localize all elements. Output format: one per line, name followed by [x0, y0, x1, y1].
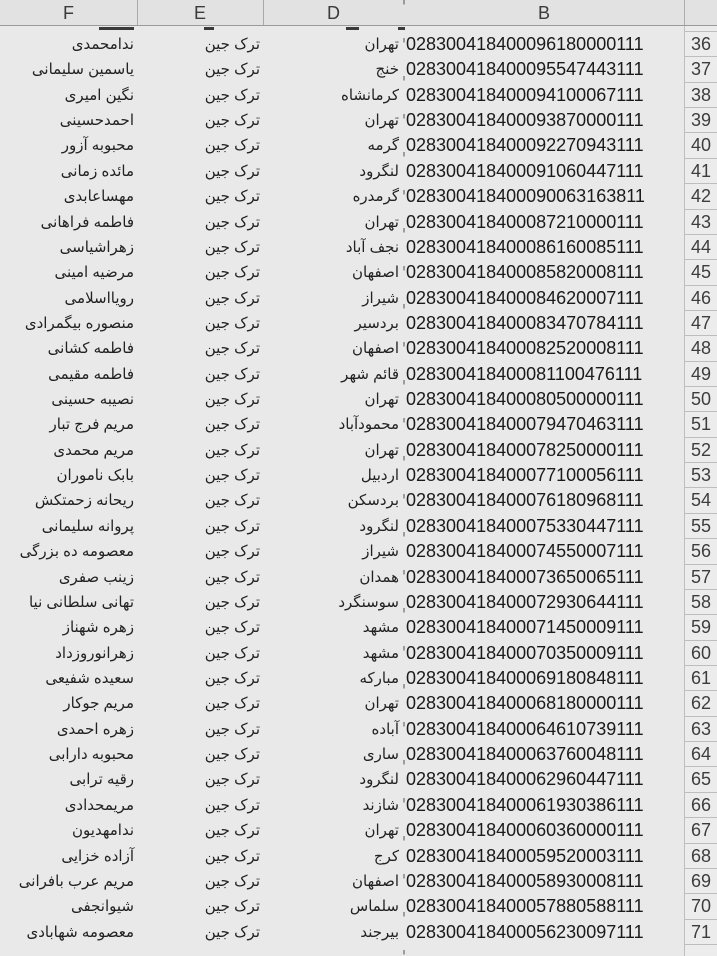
table-row	[0, 133, 717, 158]
cell-code[interactable]: 028300418400070350009111	[406, 642, 644, 663]
cell-code[interactable]: 028300418400094100067111	[406, 84, 644, 105]
table-row	[0, 691, 717, 716]
cell-city[interactable]: اصفهان	[352, 264, 399, 282]
cell-city[interactable]: نجف آباد	[345, 238, 399, 256]
cell-name[interactable]: فاطمه مقیمی	[48, 365, 134, 383]
cell-name[interactable]: ندامحمدی	[71, 36, 134, 53]
cell-name[interactable]: نصیبه حسینی	[51, 391, 134, 409]
cell-brand[interactable]: ترک جین	[204, 492, 260, 510]
table-row	[0, 32, 717, 57]
row-number-header[interactable]: 39	[684, 108, 717, 133]
table-row	[0, 717, 717, 742]
row-number-header[interactable]: 40	[684, 133, 717, 158]
cell-name[interactable]: ندامهدیون	[72, 822, 134, 840]
cell-city[interactable]: لنگرود	[359, 517, 399, 535]
row-number-header[interactable]: 54	[684, 488, 717, 513]
column-header-e[interactable]: E	[137, 0, 263, 26]
table-row	[0, 615, 717, 640]
cell-code[interactable]: 028300418400086160085111	[406, 236, 644, 257]
cell-brand[interactable]: ترک جین	[204, 593, 260, 611]
table-row	[0, 463, 717, 488]
table-row	[0, 336, 717, 361]
row-number-header[interactable]: 64	[684, 742, 717, 767]
cell-brand[interactable]: ترک جین	[204, 36, 260, 53]
cell-name[interactable]: فاطمه فراهانی	[40, 213, 134, 231]
cell-code[interactable]: 028300418400079470463111	[406, 414, 644, 435]
row-number-header[interactable]: 65	[684, 767, 717, 792]
row-number-header[interactable]: 66	[684, 793, 717, 818]
cell-name[interactable]: فاطمه کشانی	[47, 340, 134, 358]
cell-name[interactable]: زهرانوروزداد	[55, 644, 134, 662]
cell-city[interactable]: بیرجند	[360, 923, 399, 941]
cell-code[interactable]: 028300418400064610739111	[406, 718, 644, 739]
row-number-header[interactable]: 58	[684, 590, 717, 615]
cell-code[interactable]: 028300418400092270943111	[406, 135, 644, 156]
table-row	[0, 666, 717, 691]
table-row	[0, 387, 717, 412]
cell-code[interactable]: 028300418400062960447111	[406, 769, 644, 790]
cell-city[interactable]: سوسنگرد	[338, 593, 399, 611]
cell-name[interactable]: تهانی سلطانی نیا	[28, 593, 134, 611]
cell-code[interactable]: 028300418400075330447111	[406, 515, 644, 536]
cell-code[interactable]: 028300418400080500000111	[406, 389, 644, 410]
cell-code[interactable]: 028300418400063760048111	[406, 744, 644, 765]
table-row	[0, 514, 717, 539]
cell-brand[interactable]: ترک جین	[204, 137, 260, 155]
cell-code[interactable]: 028300418400084620007111	[406, 287, 644, 308]
cell-brand[interactable]: ترک جین	[204, 162, 260, 180]
cell-city[interactable]: قائم شهر	[341, 365, 399, 383]
cell-code[interactable]: 028300418400081100476111	[406, 363, 643, 384]
row-number-header[interactable]: 49	[684, 362, 717, 387]
cell-name[interactable]: یاسمین سلیمانی	[31, 61, 134, 79]
cell-name[interactable]: احمدحسینی	[59, 112, 134, 130]
cell-code[interactable]: 028300418400061930386111	[406, 794, 644, 815]
table-row	[0, 869, 717, 894]
cell-code[interactable]: 028300418400096180000111	[406, 34, 644, 54]
cell-code[interactable]: 028300418400091060447111	[406, 160, 644, 181]
cell-city[interactable]: گرمه	[367, 137, 399, 155]
cell-brand[interactable]: ترک جین	[204, 923, 260, 941]
row-number-header[interactable]: 44	[684, 235, 717, 260]
cell-brand[interactable]: ترک جین	[204, 872, 260, 890]
cell-brand[interactable]: ترک جین	[204, 644, 260, 662]
cell-city[interactable]: تهران	[364, 36, 399, 53]
cell-code[interactable]	[404, 945, 684, 956]
cell-brand[interactable]: ترک جین	[204, 898, 260, 916]
row-number-header[interactable]: 63	[684, 717, 717, 742]
cell-name[interactable]: رویااسلامی	[64, 289, 134, 307]
cell-name[interactable]: معصومه ده بزرگی	[19, 543, 134, 561]
cell-city[interactable]: شیراز	[362, 289, 399, 307]
cell-name[interactable]: مریم عرب بافرانی	[18, 872, 134, 890]
column-divider[interactable]	[263, 0, 264, 26]
table-row	[0, 844, 717, 869]
cell-city[interactable]: مشهد	[362, 644, 399, 662]
cell-code[interactable]: 028300418400068180000111	[406, 693, 644, 714]
column-divider[interactable]	[137, 0, 138, 26]
cell-city[interactable]: تهران	[364, 822, 399, 840]
cell-name[interactable]: مائده زمانی	[60, 162, 134, 180]
cell-brand[interactable]: ترک جین	[204, 314, 260, 332]
cell-name[interactable]: نگین امیری	[64, 86, 134, 104]
row-number-header[interactable]: 46	[684, 286, 717, 311]
cell-brand[interactable]: ترک جین	[204, 86, 260, 104]
cell-brand[interactable]: ترک جین	[204, 112, 260, 130]
cell-city[interactable]: لنگرود	[359, 162, 399, 180]
cell-code[interactable]: 028300418400057880588111	[406, 896, 644, 917]
table-row	[0, 184, 717, 209]
row-number-header[interactable]: 41	[684, 159, 717, 184]
cell-brand[interactable]: ترک جین	[204, 568, 260, 586]
cell-name[interactable]: زهراشیاسی	[59, 238, 134, 256]
table-row	[0, 767, 717, 792]
table-row	[0, 210, 717, 235]
cell-name[interactable]: زهره شهناز	[62, 619, 134, 637]
cell-city[interactable]: اردبیل	[360, 467, 399, 485]
table-row	[0, 260, 717, 285]
cell-city[interactable]: کرمانشاه	[340, 86, 399, 104]
header-corner	[684, 0, 717, 26]
row-number-header[interactable]	[684, 945, 717, 956]
cell-city[interactable]: مبارکه	[359, 669, 399, 687]
cell-brand[interactable]: ترک جین	[204, 467, 260, 485]
table-row	[0, 57, 717, 82]
cell-code[interactable]: 028300418400082520008111	[406, 338, 644, 359]
cell-brand[interactable]: ترک جین	[204, 619, 260, 637]
cell-city[interactable]: ساری	[362, 746, 399, 764]
table-row	[0, 641, 717, 666]
row-number-header[interactable]: 61	[684, 666, 717, 691]
cell-name[interactable]: ریحانه زحمتکش	[34, 492, 134, 510]
cell-code[interactable]: 028300418400059520003111	[406, 845, 644, 866]
table-row	[0, 438, 717, 463]
cell-brand[interactable]: ترک جین	[204, 746, 260, 764]
cell-brand[interactable]: ترک جین	[204, 188, 260, 206]
table-row	[0, 286, 717, 311]
cell-name[interactable]: منصوره بیگمرادی	[24, 314, 134, 332]
column-header-d[interactable]: D	[263, 0, 404, 26]
cell-city[interactable]: بردسیر	[354, 314, 399, 332]
cell-city[interactable]: محمودآباد	[338, 416, 399, 434]
row-number-header[interactable]: 48	[684, 336, 717, 361]
row-number-header[interactable]: 36	[684, 32, 717, 57]
row-number-header[interactable]: 57	[684, 565, 717, 590]
row-number-header[interactable]: 70	[684, 894, 717, 919]
row-number-header[interactable]: 68	[684, 844, 717, 869]
cell-city[interactable]: شیراز	[362, 543, 399, 561]
cell-brand[interactable]	[137, 945, 263, 956]
cell-name[interactable]: رقیه ترابی	[69, 771, 134, 789]
cell-city[interactable]: همدان	[359, 568, 399, 586]
cell-code[interactable]: 028300418400058930008111	[406, 870, 644, 891]
row-number-header[interactable]: 37	[684, 57, 717, 82]
table-row	[0, 412, 717, 437]
cell-city[interactable]: لنگرود	[359, 771, 399, 789]
rows-container	[0, 32, 717, 956]
cell-code[interactable]: 028300418400087210000111	[406, 211, 644, 232]
cell-code[interactable]: 028300418400072930644111	[406, 591, 644, 612]
cell-code[interactable]: 028300418400069180848111	[406, 667, 644, 688]
row-number-header[interactable]: 51	[684, 412, 717, 437]
table-row	[0, 108, 717, 133]
cell-brand[interactable]: ترک جین	[204, 695, 260, 713]
table-row	[0, 793, 717, 818]
table-row	[0, 83, 717, 108]
cell-city[interactable]: آباده	[371, 720, 399, 738]
row-number-header[interactable]: 45	[684, 260, 717, 285]
cell-city[interactable]: مشهد	[362, 619, 399, 637]
row-number-header[interactable]: 60	[684, 641, 717, 666]
cell-code[interactable]: 028300418400056230097111	[406, 921, 644, 942]
cell-brand[interactable]: ترک جین	[204, 416, 260, 434]
table-row	[0, 742, 717, 767]
row-number-header[interactable]: 56	[684, 539, 717, 564]
cell-code[interactable]: 028300418400090063163811	[406, 186, 645, 207]
row-number-header[interactable]: 47	[684, 311, 717, 336]
cell-city[interactable]: اصفهان	[352, 340, 399, 358]
row-number-header[interactable]: 71	[684, 920, 717, 945]
cell-name[interactable]: مریم فرج تبار	[49, 416, 134, 434]
cell-brand[interactable]: ترک جین	[204, 517, 260, 535]
cell-city[interactable]: تهران	[364, 695, 399, 713]
cell-code[interactable]: 028300418400076180968111	[406, 490, 644, 511]
cell-name[interactable]: مرضیه امینی	[54, 264, 134, 282]
cell-name[interactable]: آزاده خزایی	[61, 847, 134, 865]
cell-brand[interactable]: ترک جین	[204, 441, 260, 459]
table-row	[0, 539, 717, 564]
cell-city[interactable]: تهران	[364, 112, 399, 130]
cell-name[interactable]: محبوبه دارابی	[48, 746, 134, 764]
cell-name[interactable]: مریم محمدی	[53, 441, 134, 459]
cell-name[interactable]: سعیده شفیعی	[45, 669, 134, 687]
cell-name[interactable]: مریمحدادی	[64, 796, 134, 814]
cell-name[interactable]: محبوبه آزور	[61, 137, 134, 155]
cell-city[interactable]: تهران	[364, 213, 399, 231]
cell-brand[interactable]: ترک جین	[204, 365, 260, 383]
cell-brand[interactable]: ترک جین	[204, 720, 260, 738]
row-number-header[interactable]: 62	[684, 691, 717, 716]
cell-name[interactable]: پروانه سلیمانی	[41, 517, 134, 535]
column-header-b[interactable]: B	[404, 0, 684, 26]
cell-brand[interactable]: ترک جین	[204, 340, 260, 358]
cell-code[interactable]: 028300418400073650065111	[406, 566, 644, 587]
row-number-header[interactable]: 67	[684, 818, 717, 843]
cell-city[interactable]	[263, 945, 404, 956]
cell-brand[interactable]: ترک جین	[204, 238, 260, 256]
table-row	[0, 920, 717, 945]
cell-name[interactable]	[0, 945, 137, 956]
cell-brand[interactable]: ترک جین	[204, 796, 260, 814]
cell-brand[interactable]: ترک جین	[204, 213, 260, 231]
cell-code[interactable]: 028300418400071450009111	[406, 617, 644, 638]
cell-brand[interactable]: ترک جین	[204, 543, 260, 561]
cell-code[interactable]: 028300418400095547443111	[406, 59, 644, 80]
cell-city[interactable]: شازند	[362, 796, 399, 814]
table-row	[0, 311, 717, 336]
cell-city[interactable]: سلماس	[349, 898, 399, 916]
cell-brand[interactable]: ترک جین	[204, 822, 260, 840]
cell-brand[interactable]: ترک جین	[204, 847, 260, 865]
cell-code[interactable]: 028300418400078250000111	[406, 439, 644, 460]
row-number-header[interactable]: 53	[684, 463, 717, 488]
cell-brand[interactable]: ترک جین	[204, 771, 260, 789]
cell-brand[interactable]: ترک جین	[204, 391, 260, 409]
table-row	[0, 362, 717, 387]
cell-name[interactable]: زهره احمدی	[56, 720, 134, 738]
table-row-partial	[0, 945, 717, 956]
cell-code[interactable]: 028300418400074550007111	[406, 541, 644, 562]
row-number-header[interactable]: 52	[684, 438, 717, 463]
cell-name[interactable]: معصومه شهابادی	[26, 923, 134, 941]
cell-code[interactable]: 028300418400060360000111	[406, 820, 644, 841]
cell-name[interactable]: زینب صفری	[58, 568, 134, 586]
cell-code[interactable]: 028300418400093870000111	[406, 110, 644, 131]
row-number-header[interactable]: 42	[684, 184, 717, 209]
table-row	[0, 565, 717, 590]
cell-brand[interactable]: ترک جین	[204, 669, 260, 687]
cell-name[interactable]: مهساعابدی	[63, 188, 134, 206]
table-row	[0, 159, 717, 184]
cell-code[interactable]: 028300418400083470784111	[406, 312, 644, 333]
column-header-f[interactable]: F	[0, 0, 137, 26]
row-number-header[interactable]: 69	[684, 869, 717, 894]
table-row	[0, 818, 717, 843]
cell-city[interactable]: کرج	[373, 847, 399, 865]
cell-city[interactable]: اصفهان	[352, 872, 399, 890]
cell-name[interactable]: مریم جوکار	[63, 695, 134, 713]
cell-city[interactable]: تهران	[364, 391, 399, 409]
cell-city[interactable]: گرمدره	[352, 188, 399, 206]
cell-code[interactable]: 028300418400077100056111	[406, 465, 644, 486]
table-row	[0, 590, 717, 615]
table-row	[0, 488, 717, 513]
cell-city[interactable]: بردسکن	[347, 492, 399, 510]
row-number-header[interactable]: 59	[684, 615, 717, 640]
cell-brand[interactable]: ترک جین	[204, 264, 260, 282]
cell-brand[interactable]: ترک جین	[204, 61, 260, 79]
table-row	[0, 894, 717, 919]
cell-name[interactable]: شیوانجفی	[71, 898, 134, 916]
cell-name[interactable]: بابک ناموران	[56, 467, 134, 485]
row-number-header[interactable]: 38	[684, 83, 717, 108]
row-number-header[interactable]: 43	[684, 210, 717, 235]
cell-brand[interactable]: ترک جین	[204, 289, 260, 307]
cell-code[interactable]: 028300418400085820008111	[406, 262, 644, 283]
table-row	[0, 235, 717, 260]
cell-city[interactable]: تهران	[364, 441, 399, 459]
cell-city[interactable]: خنج	[375, 61, 399, 79]
row-number-header[interactable]: 55	[684, 514, 717, 539]
row-number-header[interactable]: 50	[684, 387, 717, 412]
